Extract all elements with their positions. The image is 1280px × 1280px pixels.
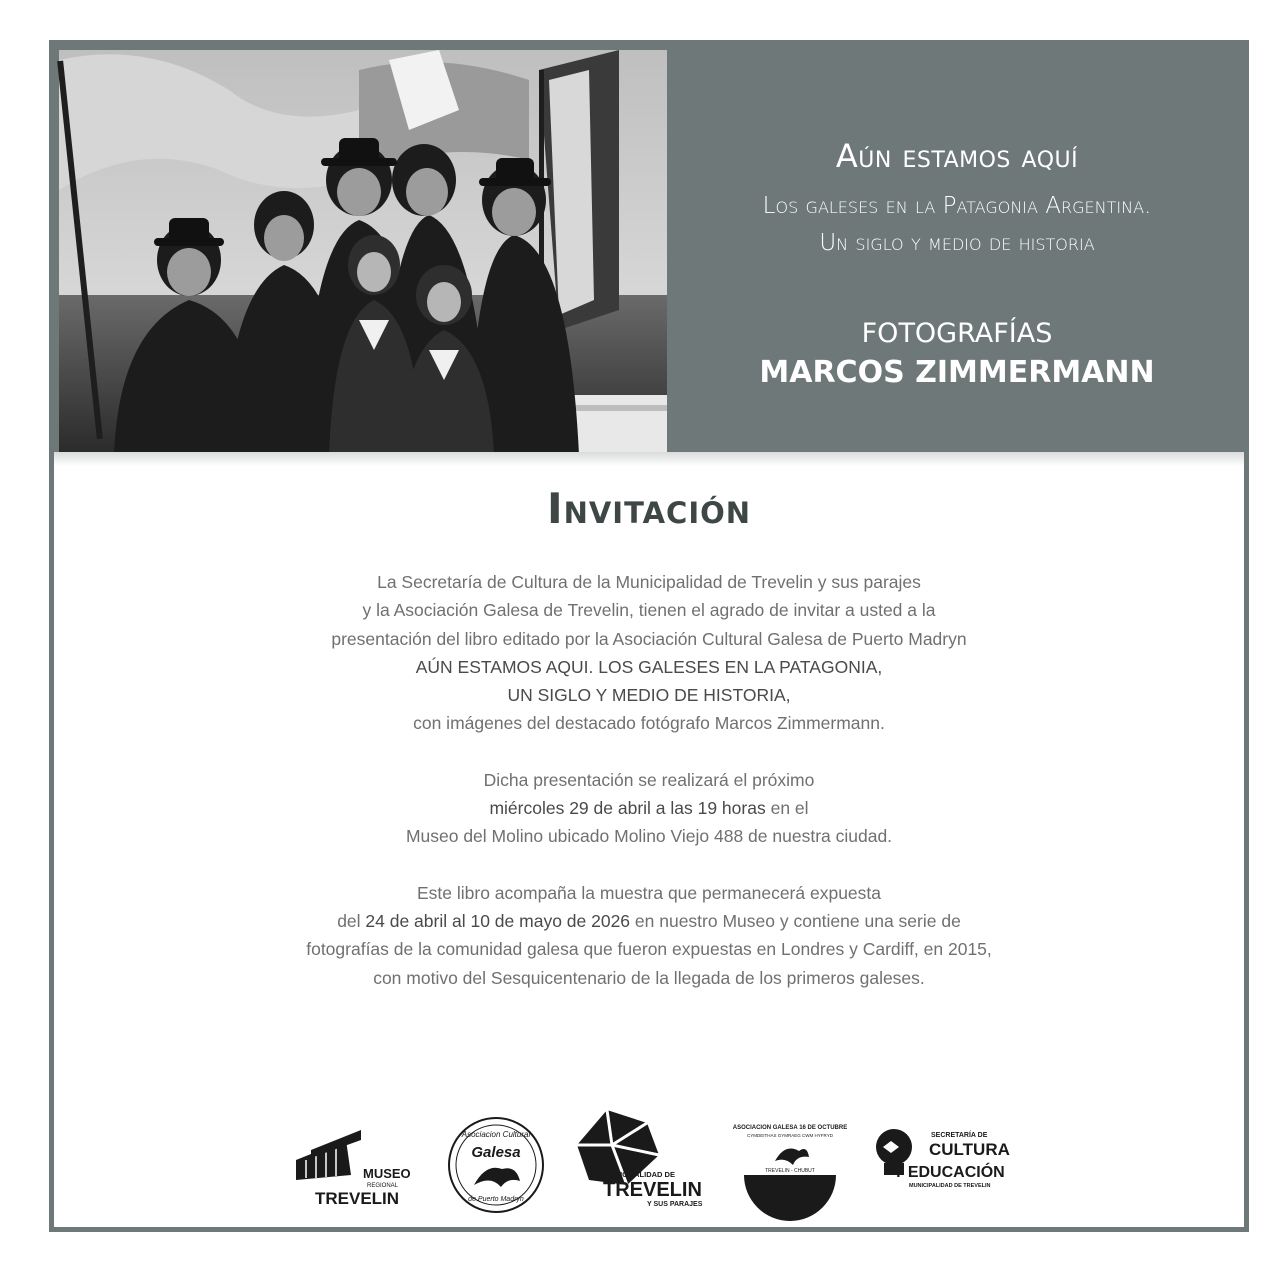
sponsor-logos [54,1105,1244,1215]
exhibit-post: en nuestro Museo y contiene una serie de [630,910,961,931]
invitation-title: Invitación [546,484,752,533]
museo-line-3: TREVELIN [315,1189,400,1208]
photo-illustration [59,50,667,455]
book-title-line-1: AÚN ESTAMOS AQUI. LOS GALESES EN LA PATAGONIA, [415,656,883,677]
asociacion-galesa-16-octubre-logo [732,1115,848,1213]
asoc-welsh: CYMDEITHAS GYMRAEG CWM HYFRYD [747,1133,833,1138]
exhibit-line-1: Este libro acompaña la muestra que permanecerá expuesta [416,882,881,903]
municipalidad-trevelin-logo [567,1105,722,1215]
museo-regional-trevelin-logo [291,1120,411,1210]
photography-label: FOTOGRAFÍAS [861,318,1053,349]
subtitle-line-2: Un siglo y medio de historia [819,230,1095,256]
secretaria-line-4: MUNICIPALIDAD DE TREVELIN [909,1183,991,1189]
intro-line-2: y la Asociación Galesa de Trevelin, tienen el agrado de invitar a usted a la [362,600,936,621]
museo-line-2: REGIONAL [367,1183,399,1189]
invitation-body [54,475,1244,992]
event-line-2 [54,794,1244,822]
header-banner [54,45,1244,452]
event-line-1: Dicha presentación se realizará el próximo [483,769,815,790]
header-shadow [54,452,1244,466]
invitation-card [49,40,1249,1232]
book-title-line-2: UN SIGLO Y MEDIO DE HISTORIA, [507,685,791,706]
intro-line-6: con imágenes del destacado fotógrafo Marcos Zimmermann. [413,713,885,734]
galesa-bottom: de Puerto Madryn [468,1196,524,1203]
secretaria-line-3: Y EDUCACIÓN [893,1164,1005,1181]
event-date: miércoles 29 de abril a las 19 horas [489,798,766,819]
subtitle-line-1: Los galeses en la Patagonia Argentina. [762,193,1152,219]
event-location: Museo del Molino ubicado Molino Viejo 488 de nuestra ciudad. [405,826,893,847]
intro-paragraph [54,568,1244,738]
exhibit-line-3: fotografías de la comunidad galesa que fueron expuestas en Londres y Cardiff, en 2015, [306,939,992,960]
secretaria-line-2: CULTURA [929,1140,1010,1159]
exhibition-subtitle [670,188,1244,262]
asociacion-cultural-galesa-logo [446,1115,546,1215]
exhibition-title: Aún estamos aquí [835,137,1079,175]
muni-line-3: Y SUS PARAJES [647,1201,703,1208]
exhibit-paragraph [54,879,1244,992]
exhibit-dates: 24 de abril al 10 de mayo de 2026 [365,910,631,931]
title-block [670,45,1244,452]
intro-line-1: La Secretaría de Cultura de la Municipalidad de Trevelin y sus parajes [377,572,921,592]
muni-line-1: MUNICIPALIDAD DE [603,1170,675,1179]
photographer-name: MARCOS ZIMMERMANN [759,355,1155,390]
asoc-top: ASOCIACION GALESA 16 DE OCTUBRE [732,1125,848,1131]
event-date-suffix: en el [765,798,809,819]
secretaria-cultura-logo [869,1125,1010,1205]
galesa-top: Asociacion Cultural [461,1130,531,1139]
museo-line-1: MUSEO [363,1166,411,1181]
exhibit-line-4: con motivo del Sesquicentenario de la llegada de los primeros galeses. [373,967,925,988]
group-photo [59,50,667,455]
exhibit-pre: del [337,910,366,931]
secretaria-line-1: SECRETARÍA DE [931,1132,988,1139]
galesa-middle: Galesa [471,1144,521,1161]
asoc-bottom: TREVELIN - CHUBUT [765,1168,815,1174]
exhibit-line-2 [54,907,1244,935]
event-paragraph [54,766,1244,851]
muni-line-2: TREVELIN [603,1179,702,1201]
intro-line-3: presentación del libro editado por la Asociación Cultural Galesa de Puerto Madryn [331,628,967,649]
